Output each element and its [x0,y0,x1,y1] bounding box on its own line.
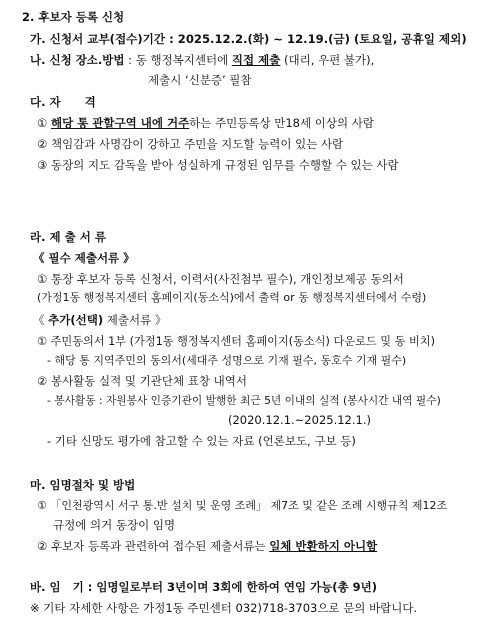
period-line [30,31,467,47]
qualification-emph: 해당 통 관할구역 내에 거주 [50,116,190,130]
return-note-emph: 일체 반환하지 아니함 [269,539,378,553]
appointment-item-cont: 규정에 의거 동장이 임명 [53,518,176,532]
appointment-item: ① 「인천광역시 서구 통․반 설치 및 운영 조례」 제7조 및 같은 조례 시행규칙 제12조 [37,499,448,512]
required-item-cont: (가정1동 행정복지센터 홈페이지(동소식)에서 출력 or 동 행정복지센터에서 수령) [37,291,427,304]
period-label: 가. 신청서 교부(접수)기간 [30,32,166,46]
qualification-text: 동장의 지도 감독을 받아 성실하게 규정된 임무를 수행할 수 있는 사람 [50,158,399,172]
item-number: ① [37,116,48,130]
qualification-rest: 하는 주민등록상 만18세 이상의 사람 [189,116,374,130]
optional-header: 《 추가(선택) 제출서류 》 [33,313,167,327]
appointment-title: 마. 임명절차 및 방법 [30,478,136,492]
qualification-title: 다. 자 격 [30,95,96,109]
place-label: 나. 신청 장소.방법 [30,53,125,67]
optional-item: ① 주민동의서 1부 (가정1동 행정복지센터 홈페이지(동소식) 다운로드 및 동 비치) [37,335,435,348]
optional-note: - 기타 신망도 평가에 참고할 수 있는 자료 (언론보도, 구보 등) [47,434,356,448]
optional-item: ② 봉사활동 실적 및 기관단체 표창 내역서 [37,374,247,388]
section-heading: 2. 후보자 등록 신청 [22,10,125,24]
place-line [30,52,374,68]
required-item: ① 통장 후보자 등록 신청서, 이력서(사진첨부 필수), 개인정보제공 동의서 [37,272,404,286]
qualification-item [37,115,374,131]
place-emph: 직접 제출 [231,53,281,67]
qualification-item [37,157,399,173]
period-range: (2020.12.1.~2025.12.1.) [228,413,371,427]
optional-note: - 해당 통 지역주민의 동의서(세대주 성명으로 기재 필수, 동호수 기재 필수) [47,354,407,367]
item-number: ③ [37,158,48,172]
qualification-text: 책임감과 사명감이 강하고 주민을 지도할 능력이 있는 사람 [50,137,344,151]
place-line-2: 제출시 ‘신분증’ 필참 [148,73,252,87]
qualification-item [37,136,343,152]
optional-note: - 봉사활동 : 자원봉사 인증기관이 발행한 최근 5년 이내의 실적 (봉사시간 내역 필수) [47,394,441,407]
item-number: ② [37,137,48,151]
term-line: 바. 임 기 : 임명일로부터 3년이며 3회에 한하여 연임 가능(총 9년) [30,580,378,594]
period-value: : 2025.12.2.(화) ~ 12.19.(금) (토요일, 공휴일 제외) [165,32,467,46]
place-post: (대리, 우편 불가), [280,53,375,67]
documents-title: 라. 제 출 서 류 [30,230,106,244]
required-header: 《 필수 제출서류 》 [33,251,135,265]
place-pre: : 동 행정복지센터에 [124,53,232,67]
footnote: ※ 기타 자세한 사항은 가정1동 주민센터 032)718-3703으로 문의 바랍니다. [30,601,418,615]
appointment-item: ② 후보자 등록과 관련하여 접수된 제출서류는 일체 반환하지 아니함 [37,539,378,553]
